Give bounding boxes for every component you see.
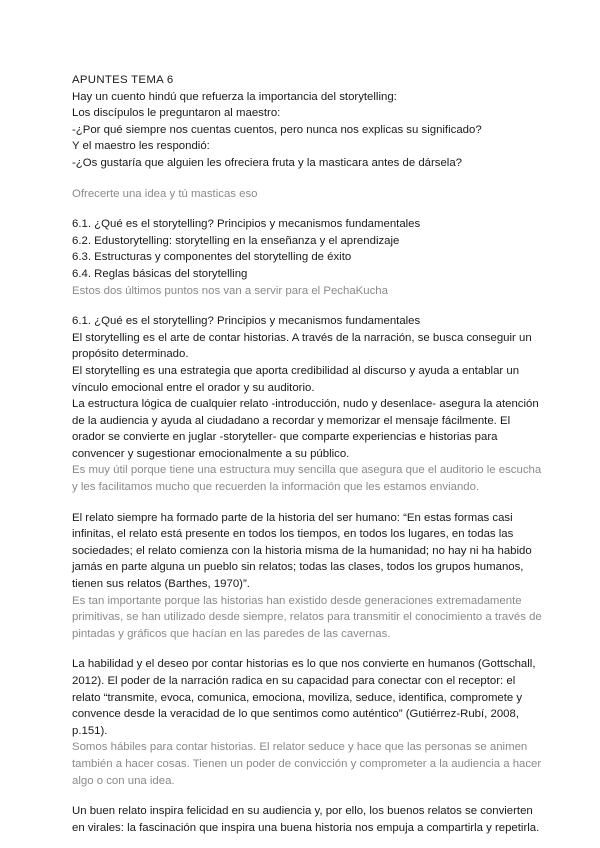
- intro-line-4: Y el maestro les respondió:: [72, 140, 210, 153]
- index-item-2: 6.2. Edustorytelling: storytelling en la enseñanza y el aprendizaje: [72, 234, 400, 247]
- document-page: [72, 72, 542, 836]
- section-1-paragraph-3: La estructura lógica de cualquier relato -introducción, nudo y desenlace- asegura la atención de la audiencia y ayuda al ciudadano a recordar y memorizar el mensaje fácilmente. El orador se convierte en juglar -storyteller- que comparte experiencias e historias para convencer y sugestionar emocionalmente a su público.: [72, 398, 539, 460]
- intro-line-3: -¿Por qué siempre nos cuentas cuentos, pero nunca nos explicas su significado?: [72, 123, 482, 136]
- section-2-paragraph: El relato siempre ha formado parte de la historia del ser humano: “En estas formas casi infinitas, el relato está presente en todos los tiempos, en todos los lugares, en todas las sociedades; el relato comienza con la historia misma de la humanidad; no hay ni ha habido jamás en parte alguna un pueblo sin relatos; todas las clases, todos los grupos humanos, tienen sus relatos (Barthes, 1970)”.: [72, 511, 532, 591]
- section-3-paragraph: La habilidad y el deseo por contar historias es lo que nos convierte en humanos (Gottschall, 2012). El poder de la narración radica en su capacidad para conectar con el receptor: el relato “transmite, evoca, comunica, emociona, moviliza, seduce, identifica, compromete y convence desde la veracidad de lo que sentimos como auténtico” (Gutiérrez-Rubí, 2008, p.151).: [72, 658, 536, 737]
- index-item-3: 6.3. Estructuras y componentes del storytelling de éxito: [72, 251, 352, 264]
- section-1-note: Es muy útil porque tiene una estructura muy sencilla que asegura que el auditorio le escucha y les facilitamos mucho que recuerden la información que les estamos enviando.: [72, 464, 542, 494]
- index-item-4: 6.4. Reglas básicas del storytelling: [72, 267, 248, 280]
- section-4-paragraph: Un buen relato inspira felicidad en su audiencia y, por ello, los buenos relatos se convierten en virales: la fascinación que inspira una buena historia nos empuja a compartirla y repetirla.: [72, 805, 540, 834]
- section-2-note: Es tan importante porque las historias han existido desde generaciones extremadamente primitivas, se han utilizado desde siempre, relatos para transmitir el conocimiento a través de pintadas y gráficos que hacían en las paredes de las cavernas.: [72, 594, 542, 640]
- intro-line-2: Los discípulos le preguntaron al maestro:: [72, 107, 281, 120]
- section-1-paragraph-2: El storytelling es una estrategia que aporta credibilidad al discurso y ayuda a entablar un vínculo emocional entre el orador y su auditorio.: [72, 364, 520, 394]
- document-title: APUNTES TEMA 6: [72, 74, 174, 86]
- section-3-note: Somos hábiles para contar historias. El relator seduce y hace que las personas se animen también a hacer cosas. Tienen un poder de convicción y comprometer a la audiencia a hacer algo o con una idea.: [72, 741, 542, 787]
- index-note: Estos dos últimos puntos nos van a servir para el PechaKucha: [72, 284, 388, 297]
- index-item-1: 6.1. ¿Qué es el storytelling? Principios y mecanismos fundamentales: [72, 218, 421, 231]
- section-1-paragraph-1: El storytelling es el arte de contar historias. A través de la narración, se busca conseguir un propósito determinado.: [72, 331, 532, 361]
- intro-line-5: -¿Os gustaría que alguien les ofreciera fruta y la masticara antes de dársela?: [72, 156, 463, 169]
- intro-note: Ofrecerte una idea y tú masticas eso: [72, 187, 258, 200]
- intro-line-1: Hay un cuento hindú que refuerza la importancia del storytelling:: [72, 90, 397, 103]
- section-heading: 6.1. ¿Qué es el storytelling? Principios y mecanismos fundamentales: [72, 315, 421, 328]
